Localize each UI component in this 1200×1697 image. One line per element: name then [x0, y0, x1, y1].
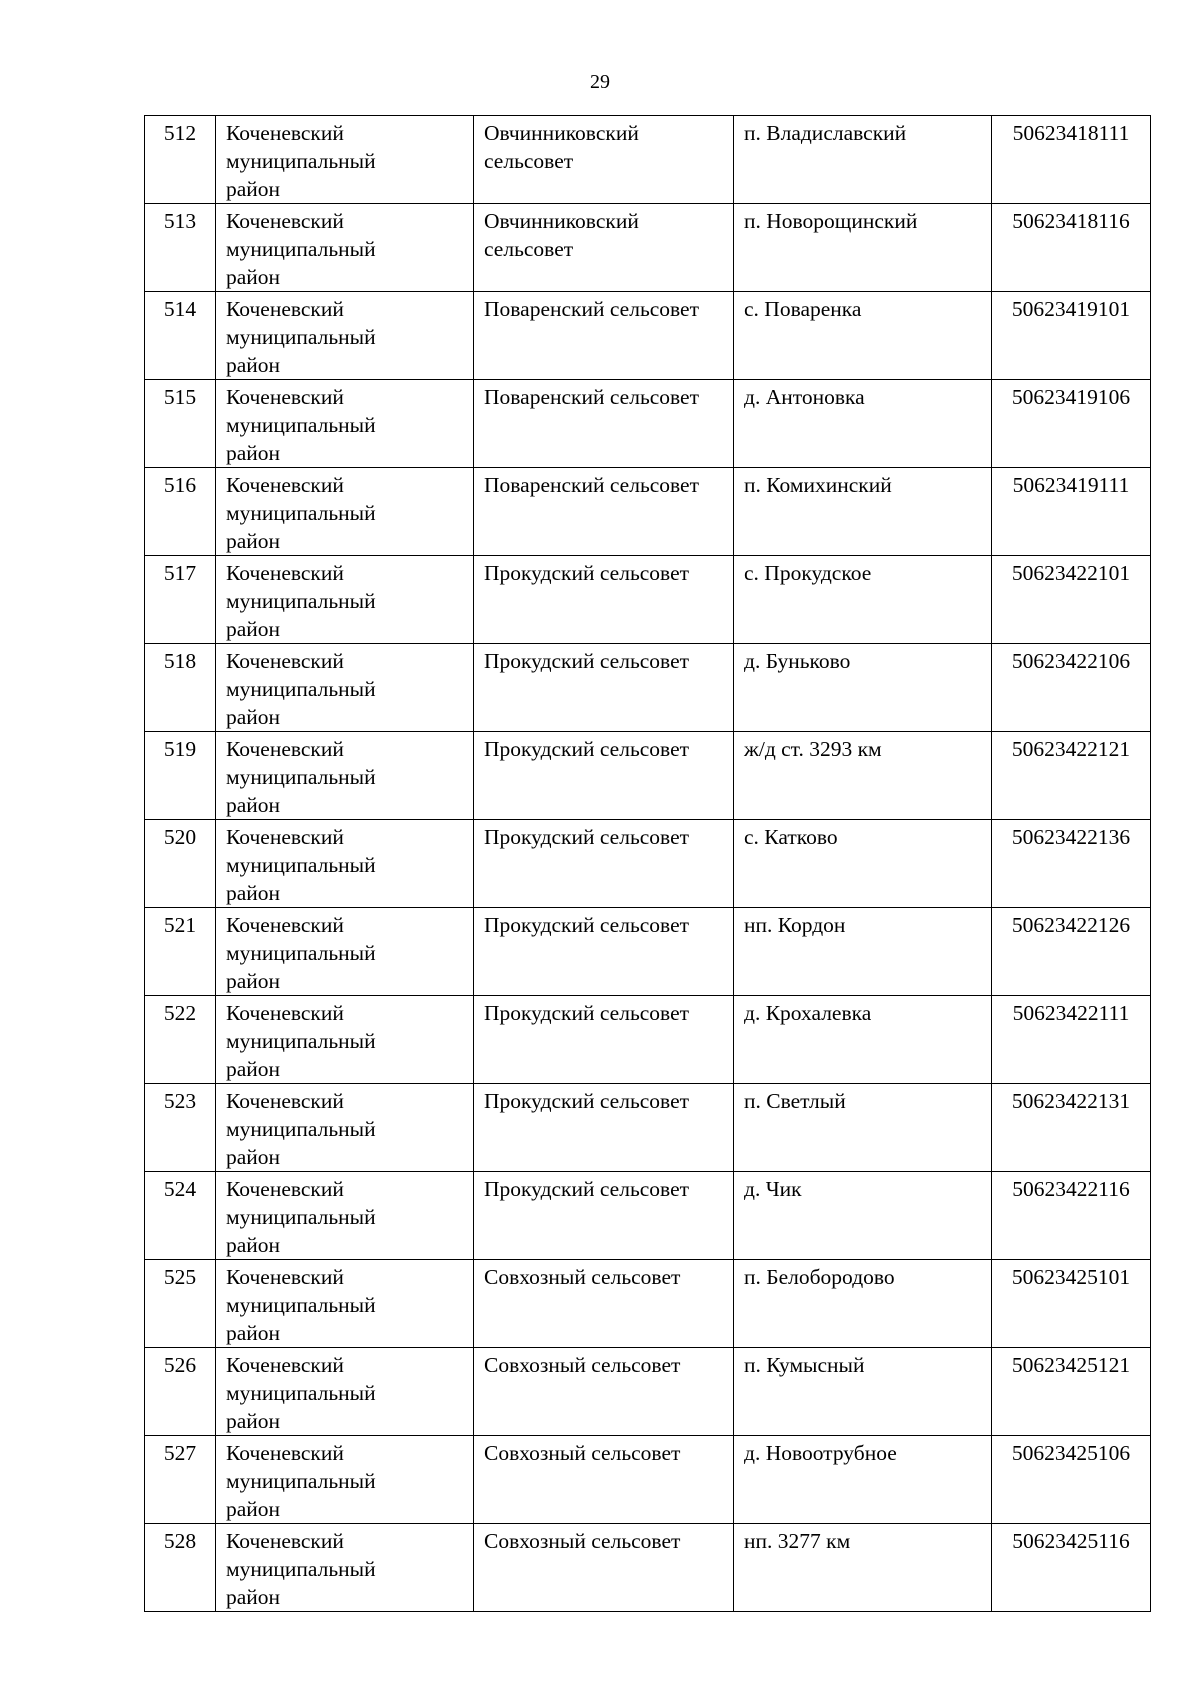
- row-number-cell-text: 514: [163, 297, 197, 321]
- settlement-cell-text: нп. Кордон: [744, 913, 846, 937]
- settlement-cell-text: ж/д ст. 3293 км: [744, 737, 882, 761]
- row-number-cell: [145, 116, 216, 204]
- table-body: [145, 116, 1151, 1612]
- oktmo-code-cell-text: 50623419111: [1012, 473, 1130, 497]
- council-cell: [474, 996, 734, 1084]
- page-number: 29: [590, 71, 610, 93]
- row-number-cell: [145, 1524, 216, 1612]
- row-number-cell: [145, 644, 216, 732]
- row-number-cell: [145, 1084, 216, 1172]
- settlement-cell-text: д. Новоотрубное: [744, 1441, 897, 1465]
- oktmo-code-cell: [992, 116, 1151, 204]
- table-row: [145, 1524, 1151, 1612]
- council-cell: [474, 292, 734, 380]
- row-number-cell-text: 522: [163, 1001, 197, 1025]
- row-number-cell: [145, 820, 216, 908]
- table-row: [145, 1260, 1151, 1348]
- council-cell-text: Совхозный сельсовет: [484, 1441, 681, 1465]
- oktmo-code-cell: [992, 732, 1151, 820]
- oktmo-code-cell-text: 50623422106: [1011, 649, 1131, 673]
- council-cell: [474, 1260, 734, 1348]
- oktmo-code-cell-text: 50623425101: [1011, 1265, 1131, 1289]
- table-row: [145, 908, 1151, 996]
- settlement-cell-text: п. Новорощинский: [744, 209, 918, 233]
- table-row: [145, 204, 1151, 292]
- settlement-cell: [734, 1348, 992, 1436]
- oktmo-code-cell: [992, 1172, 1151, 1260]
- table-row: [145, 292, 1151, 380]
- settlement-cell: [734, 380, 992, 468]
- council-cell-text: Прокудский сельсовет: [484, 1177, 690, 1201]
- row-number-cell-text: 517: [163, 561, 197, 585]
- council-cell: [474, 1172, 734, 1260]
- settlement-cell: [734, 1172, 992, 1260]
- oktmo-code-cell-text: 50623422101: [1011, 561, 1131, 585]
- table-row: [145, 644, 1151, 732]
- council-cell-text: Поваренский сельсовет: [484, 473, 699, 497]
- oktmo-code-cell-text: 50623422126: [1011, 913, 1131, 937]
- settlement-cell: [734, 556, 992, 644]
- settlement-cell-text: с. Поваренка: [744, 297, 862, 321]
- settlement-cell: [734, 644, 992, 732]
- district-cell-text: Коченевский муниципальный район: [226, 1001, 376, 1081]
- council-cell-text: Поваренский сельсовет: [484, 297, 699, 321]
- row-number-cell: [145, 996, 216, 1084]
- oktmo-code-cell-text: 50623418116: [1012, 209, 1130, 233]
- table-row: [145, 1348, 1151, 1436]
- district-cell: [216, 1436, 474, 1524]
- district-cell-text: Коченевский муниципальный район: [226, 561, 376, 641]
- row-number-cell-text: 525: [163, 1265, 197, 1289]
- settlement-cell-text: п. Владиславский: [744, 121, 907, 145]
- council-cell: [474, 908, 734, 996]
- council-cell-text: Прокудский сельсовет: [484, 1089, 690, 1113]
- council-cell: [474, 556, 734, 644]
- council-cell: [474, 204, 734, 292]
- district-cell: [216, 380, 474, 468]
- council-cell: [474, 1348, 734, 1436]
- council-cell: [474, 1436, 734, 1524]
- council-cell-text: Прокудский сельсовет: [484, 1001, 690, 1025]
- row-number-cell-text: 512: [163, 121, 197, 145]
- table-row: [145, 380, 1151, 468]
- settlement-cell: [734, 116, 992, 204]
- oktmo-code-cell: [992, 468, 1151, 556]
- table-row: [145, 996, 1151, 1084]
- row-number-cell-text: 527: [163, 1441, 197, 1465]
- district-cell-text: Коченевский муниципальный район: [226, 737, 376, 817]
- district-cell: [216, 292, 474, 380]
- settlement-cell: [734, 820, 992, 908]
- district-cell-text: Коченевский муниципальный район: [226, 1177, 376, 1257]
- oktmo-code-cell: [992, 1260, 1151, 1348]
- council-cell: [474, 468, 734, 556]
- oktmo-code-cell: [992, 556, 1151, 644]
- district-cell: [216, 644, 474, 732]
- settlement-cell: [734, 1084, 992, 1172]
- council-cell-text: Прокудский сельсовет: [484, 825, 690, 849]
- row-number-cell: [145, 1172, 216, 1260]
- council-cell-text: Прокудский сельсовет: [484, 737, 690, 761]
- settlement-cell: [734, 1524, 992, 1612]
- oktmo-code-cell: [992, 996, 1151, 1084]
- row-number-cell: [145, 380, 216, 468]
- settlement-cell: [734, 204, 992, 292]
- district-cell-text: Коченевский муниципальный район: [226, 1441, 376, 1521]
- row-number-cell-text: 515: [163, 385, 197, 409]
- oktmo-code-cell-text: 50623418111: [1012, 121, 1130, 145]
- settlement-cell-text: п. Комихинский: [744, 473, 892, 497]
- row-number-cell: [145, 468, 216, 556]
- district-cell-text: Коченевский муниципальный район: [226, 1089, 376, 1169]
- row-number-cell-text: 521: [163, 913, 197, 937]
- district-cell-text: Коченевский муниципальный район: [226, 649, 376, 729]
- council-cell-text: Совхозный сельсовет: [484, 1353, 681, 1377]
- district-cell-text: Коченевский муниципальный район: [226, 385, 376, 465]
- oktmo-code-cell: [992, 644, 1151, 732]
- oktmo-code-cell: [992, 820, 1151, 908]
- council-cell: [474, 820, 734, 908]
- row-number-cell-text: 519: [163, 737, 197, 761]
- council-cell: [474, 116, 734, 204]
- oktmo-code-cell: [992, 292, 1151, 380]
- council-cell-text: Овчинниковский сельсовет: [484, 121, 639, 173]
- council-cell-text: Овчинниковский сельсовет: [484, 209, 639, 261]
- oktmo-code-cell-text: 50623422131: [1011, 1089, 1131, 1113]
- settlement-cell: [734, 292, 992, 380]
- district-cell: [216, 1260, 474, 1348]
- table-row: [145, 732, 1151, 820]
- row-number-cell: [145, 556, 216, 644]
- oktmo-code-cell-text: 50623422136: [1011, 825, 1131, 849]
- council-cell-text: Совхозный сельсовет: [484, 1529, 681, 1553]
- settlement-cell-text: с. Прокудское: [744, 561, 872, 585]
- row-number-cell-text: 516: [163, 473, 197, 497]
- council-cell: [474, 1084, 734, 1172]
- district-cell-text: Коченевский муниципальный район: [226, 1353, 376, 1433]
- district-cell: [216, 820, 474, 908]
- council-cell-text: Прокудский сельсовет: [484, 561, 690, 585]
- table-row: [145, 556, 1151, 644]
- settlements-table: [144, 115, 1151, 1612]
- oktmo-code-cell: [992, 1084, 1151, 1172]
- settlement-cell: [734, 732, 992, 820]
- row-number-cell: [145, 204, 216, 292]
- oktmo-code-cell-text: 50623419101: [1011, 297, 1131, 321]
- settlement-cell-text: с. Катково: [744, 825, 838, 849]
- council-cell: [474, 732, 734, 820]
- oktmo-code-cell: [992, 1524, 1151, 1612]
- council-cell: [474, 644, 734, 732]
- settlement-cell-text: д. Чик: [744, 1177, 802, 1201]
- oktmo-code-cell: [992, 1436, 1151, 1524]
- settlement-cell: [734, 1436, 992, 1524]
- council-cell: [474, 1524, 734, 1612]
- oktmo-code-cell-text: 50623422111: [1012, 1001, 1130, 1025]
- district-cell: [216, 996, 474, 1084]
- oktmo-code-cell: [992, 380, 1151, 468]
- settlement-cell-text: нп. 3277 км: [744, 1529, 851, 1553]
- table-row: [145, 1084, 1151, 1172]
- row-number-cell: [145, 732, 216, 820]
- row-number-cell-text: 524: [163, 1177, 197, 1201]
- district-cell-text: Коченевский муниципальный район: [226, 121, 376, 201]
- row-number-cell: [145, 1260, 216, 1348]
- settlement-cell: [734, 996, 992, 1084]
- row-number-cell-text: 526: [163, 1353, 197, 1377]
- council-cell: [474, 380, 734, 468]
- district-cell: [216, 1084, 474, 1172]
- council-cell-text: Прокудский сельсовет: [484, 913, 690, 937]
- oktmo-code-cell-text: 50623425116: [1012, 1529, 1130, 1553]
- oktmo-code-cell-text: 50623419106: [1011, 385, 1131, 409]
- oktmo-code-cell: [992, 908, 1151, 996]
- settlement-cell: [734, 1260, 992, 1348]
- district-cell-text: Коченевский муниципальный район: [226, 209, 376, 289]
- settlement-cell-text: д. Антоновка: [744, 385, 865, 409]
- settlement-cell-text: п. Светлый: [744, 1089, 846, 1113]
- row-number-cell-text: 528: [163, 1529, 197, 1553]
- table-row: [145, 116, 1151, 204]
- district-cell: [216, 556, 474, 644]
- district-cell: [216, 908, 474, 996]
- oktmo-code-cell: [992, 1348, 1151, 1436]
- oktmo-code-cell-text: 50623425106: [1011, 1441, 1131, 1465]
- district-cell-text: Коченевский муниципальный район: [226, 1265, 376, 1345]
- district-cell: [216, 1172, 474, 1260]
- district-cell: [216, 468, 474, 556]
- district-cell-text: Коченевский муниципальный район: [226, 473, 376, 553]
- district-cell-text: Коченевский муниципальный район: [226, 825, 376, 905]
- row-number-cell: [145, 1436, 216, 1524]
- row-number-cell-text: 523: [163, 1089, 197, 1113]
- settlement-cell-text: п. Белобородово: [744, 1265, 895, 1289]
- row-number-cell-text: 520: [163, 825, 197, 849]
- row-number-cell-text: 518: [163, 649, 197, 673]
- settlement-cell-text: д. Буньково: [744, 649, 851, 673]
- council-cell-text: Поваренский сельсовет: [484, 385, 699, 409]
- district-cell: [216, 1524, 474, 1612]
- row-number-cell-text: 513: [163, 209, 197, 233]
- council-cell-text: Совхозный сельсовет: [484, 1265, 681, 1289]
- table-row: [145, 1172, 1151, 1260]
- settlement-cell-text: д. Крохалевка: [744, 1001, 872, 1025]
- oktmo-code-cell-text: 50623422116: [1012, 1177, 1130, 1201]
- district-cell-text: Коченевский муниципальный район: [226, 1529, 376, 1609]
- row-number-cell: [145, 1348, 216, 1436]
- oktmo-code-cell: [992, 204, 1151, 292]
- row-number-cell: [145, 908, 216, 996]
- oktmo-code-cell-text: 50623422121: [1011, 737, 1131, 761]
- district-cell: [216, 116, 474, 204]
- settlement-cell: [734, 468, 992, 556]
- district-cell-text: Коченевский муниципальный район: [226, 297, 376, 377]
- settlement-cell-text: п. Кумысный: [744, 1353, 865, 1377]
- table-row: [145, 468, 1151, 556]
- district-cell: [216, 1348, 474, 1436]
- settlement-cell: [734, 908, 992, 996]
- oktmo-code-cell-text: 50623425121: [1011, 1353, 1131, 1377]
- table-row: [145, 1436, 1151, 1524]
- district-cell: [216, 204, 474, 292]
- district-cell: [216, 732, 474, 820]
- district-cell-text: Коченевский муниципальный район: [226, 913, 376, 993]
- council-cell-text: Прокудский сельсовет: [484, 649, 690, 673]
- row-number-cell: [145, 292, 216, 380]
- table-row: [145, 820, 1151, 908]
